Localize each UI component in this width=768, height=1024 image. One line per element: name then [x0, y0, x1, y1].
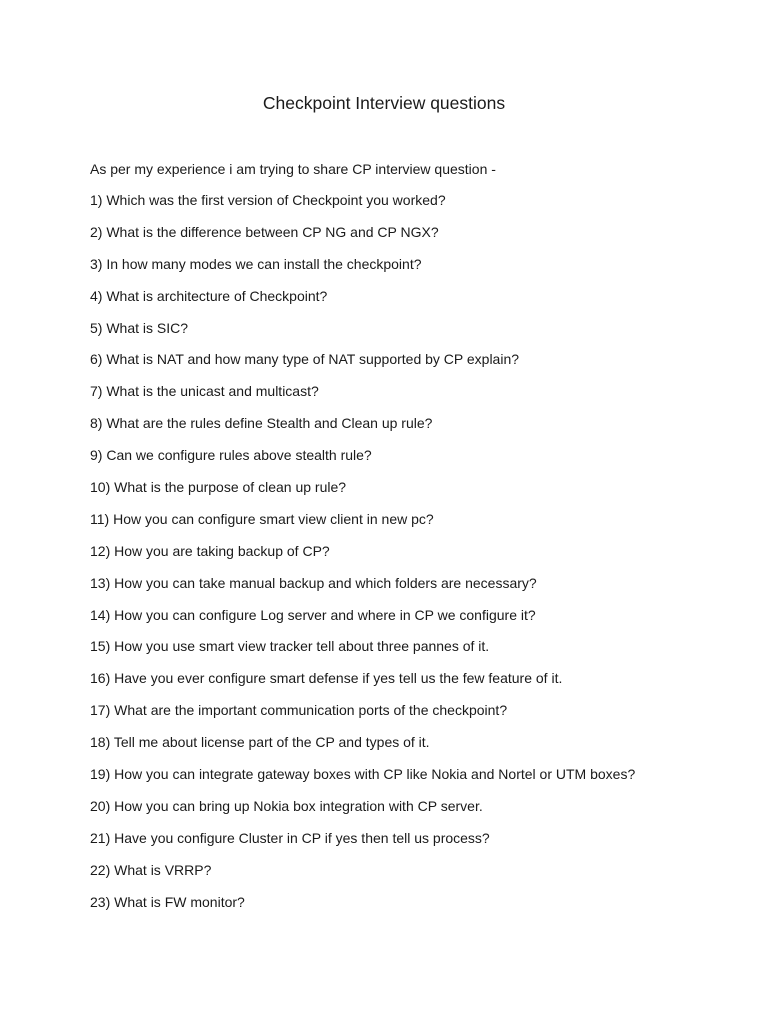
question-item: 18) Tell me about license part of the CP and types of it.: [90, 734, 430, 751]
question-item: 1) Which was the first version of Checkpoint you worked?: [90, 192, 446, 208]
question-item: 17) What are the important communication ports of the checkpoint?: [90, 702, 508, 719]
question-item: 4) What is architecture of Checkpoint?: [90, 287, 328, 304]
question-item: 20) How you can bring up Nokia box integration with CP server.: [90, 797, 483, 814]
question-item: 16) Have you ever configure smart defense if yes tell us the few feature of it.: [90, 670, 563, 687]
question-item: 6) What is NAT and how many type of NAT supported by CP explain?: [90, 351, 520, 368]
question-item: 23) What is FW monitor?: [90, 893, 245, 910]
question-item: 8) What are the rules define Stealth and Clean up rule?: [90, 415, 433, 432]
intro-text: As per my experience i am trying to share CP interview question -: [90, 161, 496, 177]
question-item: 9) Can we configure rules above stealth rule?: [90, 447, 372, 464]
question-item: 3) In how many modes we can install the checkpoint?: [90, 255, 422, 272]
question-item: 21) Have you configure Cluster in CP if yes then tell us process?: [90, 829, 490, 846]
question-list: [90, 191, 635, 924]
question-item: 11) How you can configure smart view client in new pc?: [90, 510, 434, 527]
question-item: 10) What is the purpose of clean up rule?: [90, 479, 347, 496]
question-item: 15) How you use smart view tracker tell about three pannes of it.: [90, 638, 490, 655]
page-title: Checkpoint Interview questions: [262, 93, 506, 113]
question-item: 14) How you can configure Log server and where in CP we configure it?: [90, 606, 536, 623]
question-item: 19) How you can integrate gateway boxes with CP like Nokia and Nortel or UTM boxes?: [90, 766, 636, 783]
question-item: 13) How you can take manual backup and which folders are necessary?: [90, 574, 537, 591]
question-item: 5) What is SIC?: [90, 319, 189, 336]
question-item: 2) What is the difference between CP NG and CP NGX?: [90, 223, 439, 240]
question-item: 12) How you are taking backup of CP?: [90, 542, 330, 559]
question-item: 22) What is VRRP?: [90, 861, 212, 878]
question-item: 7) What is the unicast and multicast?: [90, 383, 319, 400]
